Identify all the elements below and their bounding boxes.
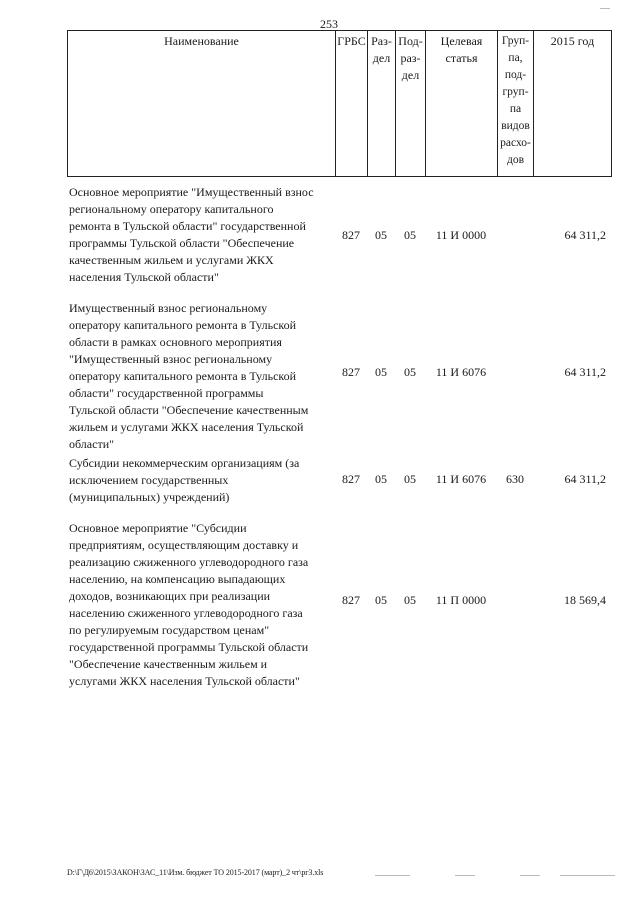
header-grbs: ГРБС (336, 31, 368, 176)
table-row (67, 520, 612, 690)
table-header (67, 30, 612, 177)
table-row (67, 184, 612, 289)
header-group: Груп- па, под- груп- па видов расхо- дов (498, 31, 534, 176)
row-name: Имущественный взнос региональному оператору капитального ремонта в Тульской области в рамках основного мероприятия "Имущественный взнос региональному оператору капитального ремонта в Тульской области" государственной программы Тульской области "Обеспечение качественным жильем и услугами ЖКХ населения Тульской области" (69, 301, 309, 451)
row-name: Основное мероприятие "Имущественный взнос региональному оператору капитального ремонта в Тульской области" государственной программы Тульской области "Обеспечение качественным жильем и услугами ЖКХ населения Тульской области" (69, 185, 314, 284)
scan-mark (520, 875, 540, 876)
row-razdel: 05 (375, 593, 387, 607)
row-podrazdel: 05 (404, 228, 416, 242)
header-name: Наименование (68, 31, 336, 176)
scan-mark (560, 875, 615, 876)
footer-path: D:\Г\Д6\2015\ЗАКОН\ЗАС_11\Изм. бюджет ТО 2015-2017 (март)_2 чт\рг3.xls (67, 868, 324, 877)
row-target: 11 П 0000 (435, 593, 487, 607)
row-target: 11 И 0000 (435, 228, 487, 242)
row-target: 11 И 6076 (435, 472, 487, 486)
row-podrazdel: 05 (404, 593, 416, 607)
row-name: Субсидии некоммерческим организациям (за исключением государственных (муниципальных) учреждений) (69, 456, 300, 504)
table-row (67, 455, 612, 515)
row-target: 11 И 6076 (435, 365, 487, 379)
row-amount: 64 311,2 (564, 365, 606, 379)
row-razdel: 05 (375, 365, 387, 379)
header-year: 2015 год (550, 34, 595, 48)
header-razdel: Раз- дел (368, 31, 396, 176)
scan-mark (455, 875, 475, 876)
scan-mark (600, 8, 610, 9)
row-razdel: 05 (375, 472, 387, 486)
scan-mark (375, 875, 410, 876)
row-amount: 64 311,2 (564, 472, 606, 486)
header-target: Целевая статья (426, 31, 498, 176)
row-grbs: 827 (342, 228, 360, 242)
row-grbs: 827 (342, 472, 360, 486)
row-group: 630 (506, 472, 524, 486)
row-amount: 64 311,2 (564, 228, 606, 242)
row-name: Основное мероприятие "Субсидии предприятиям, осуществляющим доставку и реализацию сжиженного углеводородного газа населению, на компенсацию выпадающих доходов, возникающих при реализации населению сжиженного углеводородного газа по регулируемым государством ценам" государственной программы Тульской области "Обеспечение качественным жильем и услугами ЖКХ населения Тульской области" (69, 521, 309, 688)
row-grbs: 827 (342, 365, 360, 379)
row-podrazdel: 05 (404, 472, 416, 486)
row-podrazdel: 05 (404, 365, 416, 379)
page-number: 253 (320, 17, 338, 31)
row-razdel: 05 (375, 228, 387, 242)
header-podrazdel: Под- раз- дел (396, 31, 426, 176)
row-grbs: 827 (342, 593, 360, 607)
row-amount: 18 569,4 (564, 593, 606, 607)
table-row (67, 300, 612, 455)
